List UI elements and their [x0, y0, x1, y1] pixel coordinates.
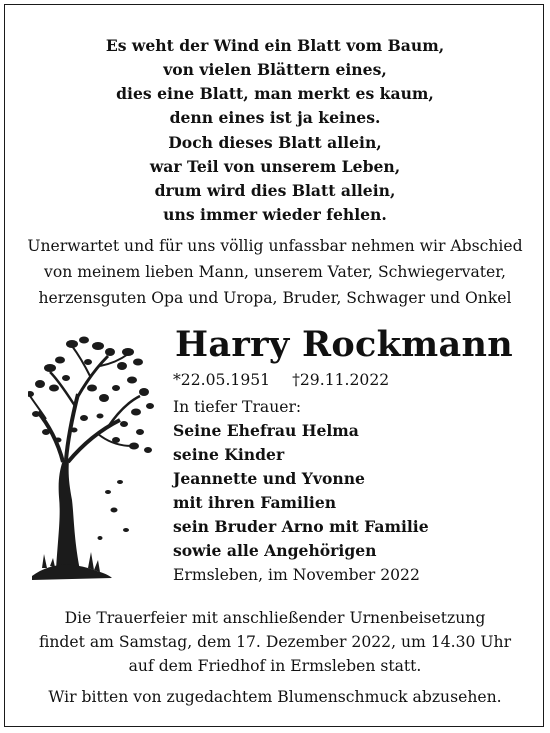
poem-line: Es weht der Wind ein Blatt vom Baum, [105, 36, 445, 55]
mourner-line: Jeannette und Yvonne [173, 469, 365, 488]
mourners-list [173, 395, 429, 563]
life-dates [173, 369, 389, 391]
ceremony-line: Die Trauerfeier mit anschließender Urnenbeisetzung [64, 609, 486, 627]
ceremony-line: findet am Samstag, dem 17. Dezember 2022, um 14.30 Uhr [38, 633, 512, 651]
mourner-line: seine Kinder [173, 445, 285, 464]
ceremony-info [0, 606, 550, 678]
place-date: Ermsleben, im November 2022 [173, 566, 420, 584]
birth-date: *22.05.1951 [173, 371, 271, 389]
mourner-line: Seine Ehefrau Helma [173, 421, 359, 440]
intro-line: herzensguten Opa und Uropa, Bruder, Schwager und Onkel [38, 289, 512, 307]
mourner-line: sein Bruder Arno mit Familie [173, 517, 429, 536]
mourner-line: sowie alle Angehörigen [173, 541, 377, 560]
poem-stanza-1 [0, 34, 550, 130]
death-date: †29.11.2022 [292, 371, 390, 389]
ceremony-line: auf dem Friedhof in Ermsleben statt. [128, 657, 422, 675]
intro-line: von meinem lieben Mann, unserem Vater, Schwiegervater, [44, 263, 506, 281]
poem-stanza-2 [0, 131, 550, 227]
mourner-line: mit ihren Familien [173, 493, 337, 512]
mourners-intro: In tiefer Trauer: [173, 398, 302, 416]
poem-line: war Teil von unserem Leben, [149, 157, 401, 176]
poem-line: denn eines ist ja keines. [169, 108, 381, 127]
tree-image [28, 332, 160, 582]
deceased-name: Harry Rockmann [175, 324, 513, 365]
farewell-intro [0, 233, 550, 311]
poem-line: von vielen Blättern eines, [163, 60, 387, 79]
poem-line: Doch dieses Blatt allein, [168, 133, 382, 152]
poem-line: dies eine Blatt, man merkt es kaum, [116, 84, 434, 103]
intro-line: Unerwartet und für uns völlig unfassbar nehmen wir Abschied [27, 237, 523, 255]
flowers-note: Wir bitten von zugedachtem Blumenschmuck abzusehen. [48, 688, 502, 706]
poem-line: drum wird dies Blatt allein, [154, 181, 396, 200]
poem-line: uns immer wieder fehlen. [163, 205, 387, 224]
